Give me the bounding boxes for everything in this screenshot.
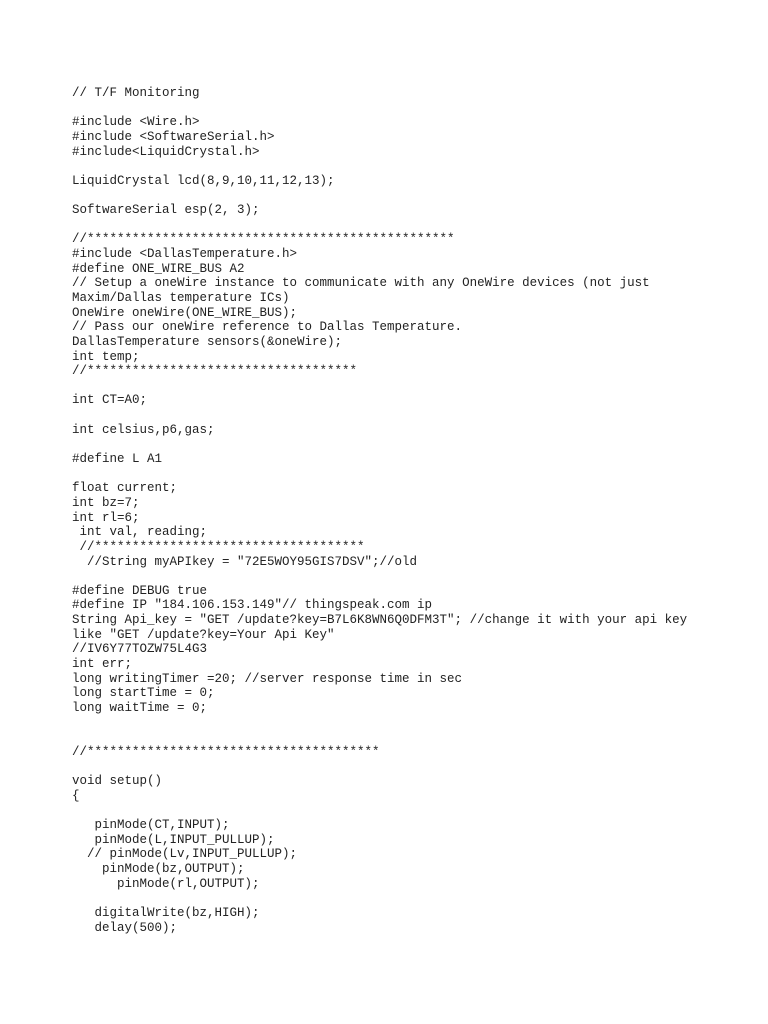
code-line (72, 188, 752, 203)
code-line: digitalWrite(bz,HIGH); (72, 905, 260, 920)
code-line: long waitTime = 0; (72, 700, 208, 715)
code-line: //IV6Y77TOZW75L4G3 (72, 642, 208, 657)
code-line: int celsius,p6,gas; (72, 422, 215, 437)
code-line: LiquidCrystal lcd(8,9,10,11,12,13); (72, 173, 335, 188)
code-line: // T/F Monitoring (72, 86, 200, 100)
code-line: int bz=7; (72, 495, 140, 510)
code-line: Maxim/Dallas temperature ICs) (72, 290, 290, 305)
code-line (72, 467, 752, 482)
code-line (72, 408, 752, 423)
code-line: //************************************ (72, 539, 365, 554)
code-line: void setup() (72, 774, 163, 789)
code-line (72, 730, 752, 745)
code-line: int rl=6; (72, 510, 140, 525)
code-line: #include <DallasTemperature.h> (72, 247, 298, 262)
code-line: String Api_key = "GET /update?key=B7L6K8WN6Q0DFM3T"; //change it with your api key (72, 613, 688, 628)
code-listing (72, 86, 752, 935)
code-line (72, 716, 752, 731)
code-line: DallasTemperature sensors(&oneWire); (72, 334, 343, 349)
code-line: #include <Wire.h> (72, 115, 200, 130)
code-line: //String myAPIkey = "72E5WOY95GIS7DSV";//old (72, 554, 418, 569)
code-line: int err; (72, 656, 133, 671)
code-line (72, 803, 752, 818)
code-line: int CT=A0; (72, 393, 148, 408)
code-line: SoftwareSerial esp(2, 3); (72, 203, 260, 218)
code-line: #include<LiquidCrystal.h> (72, 144, 260, 159)
code-line: #define ONE_WIRE_BUS A2 (72, 261, 245, 276)
code-line: long startTime = 0; (72, 686, 215, 701)
code-line: //************************************ (72, 364, 358, 379)
code-line (72, 101, 752, 116)
code-line: int val, reading; (72, 525, 208, 540)
code-line: //*************************************** (72, 744, 380, 759)
code-line: long writingTimer =20; //server response time in sec (72, 671, 463, 686)
code-line: delay(500); (72, 920, 178, 935)
code-line: OneWire oneWire(ONE_WIRE_BUS); (72, 305, 298, 320)
code-line: // pinMode(Lv,INPUT_PULLUP); (72, 847, 298, 862)
code-line (72, 379, 752, 394)
code-line (72, 437, 752, 452)
code-line: #define IP "184.106.153.149"// thingspeak.com ip (72, 598, 433, 613)
code-line: #include <SoftwareSerial.h> (72, 129, 275, 144)
code-line (72, 218, 752, 233)
code-line: pinMode(rl,OUTPUT); (72, 876, 260, 891)
code-line: int temp; (72, 349, 140, 364)
code-line: like "GET /update?key=Your Api Key" (72, 627, 335, 642)
code-line: pinMode(CT,INPUT); (72, 818, 230, 833)
code-line: // Setup a oneWire instance to communicate with any OneWire devices (not just (72, 276, 650, 291)
code-line: #define DEBUG true (72, 583, 208, 598)
code-line (72, 891, 752, 906)
code-line: pinMode(L,INPUT_PULLUP); (72, 832, 275, 847)
code-line (72, 759, 752, 774)
code-line: { (72, 788, 80, 803)
code-line: #define L A1 (72, 452, 163, 467)
code-line: // Pass our oneWire reference to Dallas Temperature. (72, 320, 463, 335)
code-line (72, 159, 752, 174)
code-line: //************************************************* (72, 232, 455, 247)
code-line: pinMode(bz,OUTPUT); (72, 861, 245, 876)
code-line: float current; (72, 481, 178, 496)
code-line (72, 569, 752, 584)
